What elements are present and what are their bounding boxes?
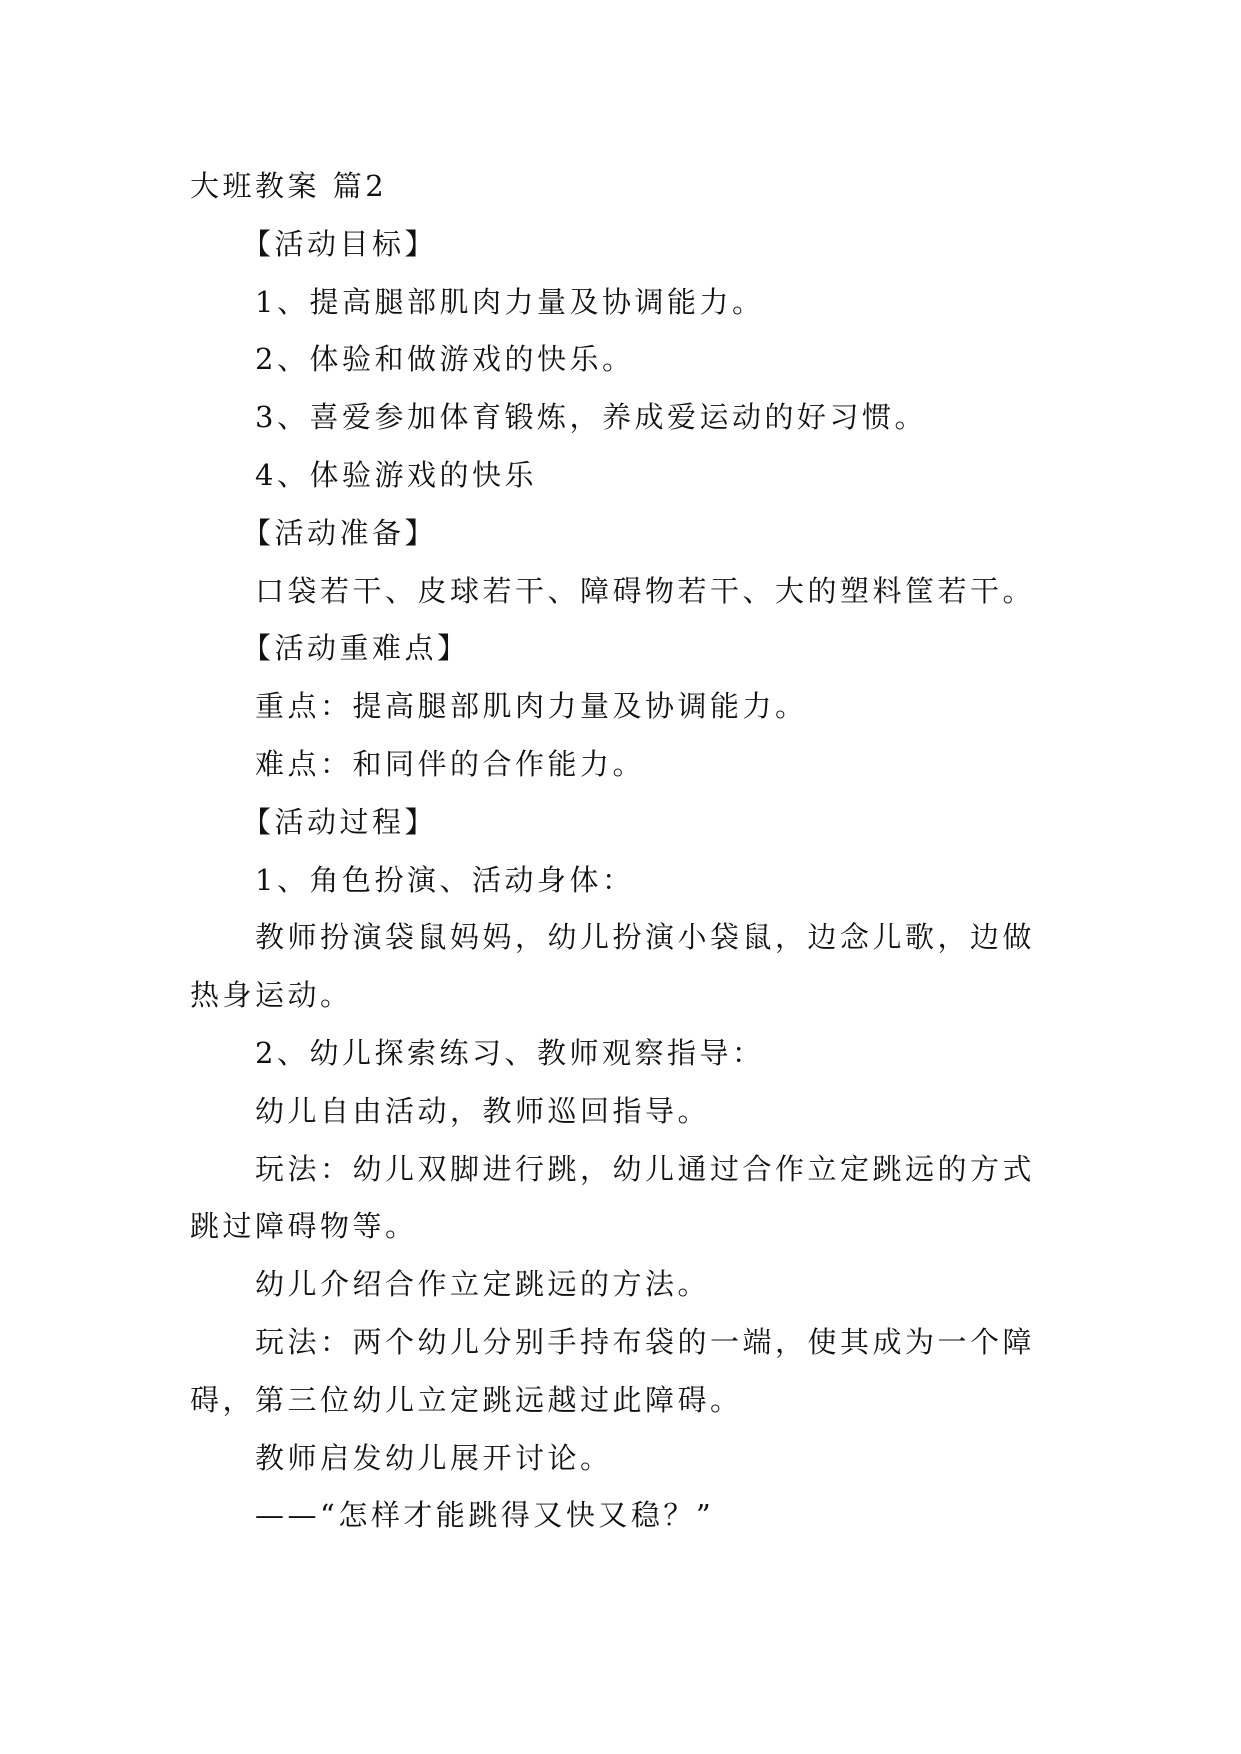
goal-item-4: 4、体验游戏的快乐	[255, 457, 537, 492]
goal-item-1: 1、提高腿部肌肉力量及协调能力。	[255, 284, 765, 319]
process-discussion: 教师启发幼儿展开讨论。	[255, 1440, 613, 1475]
difficulty-text: 难点：和同伴的合作能力。	[255, 746, 646, 781]
section-heading-process: 【活动过程】	[242, 804, 438, 839]
preparation-text: 口袋若干、皮球若干、障碍物若干、大的塑料筐若干。	[255, 573, 1036, 608]
process-step-2: 2、幼儿探索练习、教师观察指导：	[255, 1035, 765, 1070]
process-method-intro: 幼儿介绍合作立定跳远的方法。	[255, 1267, 711, 1302]
process-step-1: 1、角色扮演、活动身体：	[255, 862, 635, 897]
process-paragraph-play-1: 玩法：幼儿双脚进行跳，幼儿通过合作立定跳远的方式跳过障碍物等。	[190, 1151, 1036, 1244]
process-paragraph-play-2: 玩法：两个幼儿分别手持布袋的一端，使其成为一个障碍，第三位幼儿立定跳远越过此障碍。	[190, 1324, 1036, 1417]
process-question: ——“怎样才能跳得又快又稳？”	[255, 1498, 715, 1533]
goal-item-2: 2、体验和做游戏的快乐。	[255, 342, 635, 377]
goal-item-3: 3、喜爱参加体育锻炼，养成爱运动的好习惯。	[255, 400, 927, 435]
key-point-text: 重点：提高腿部肌肉力量及协调能力。	[255, 689, 808, 724]
process-free-activity: 幼儿自由活动，教师巡回指导。	[255, 1093, 711, 1128]
section-heading-key-points: 【活动重难点】	[242, 631, 470, 666]
section-heading-preparation: 【活动准备】	[242, 515, 438, 550]
section-heading-goals: 【活动目标】	[242, 226, 438, 261]
document-body	[190, 158, 1060, 1545]
process-paragraph-roleplay: 教师扮演袋鼠妈妈，幼儿扮演小袋鼠，边念儿歌，边做热身运动。	[190, 920, 1036, 1013]
document-title: 大班教案 篇2	[190, 169, 388, 203]
